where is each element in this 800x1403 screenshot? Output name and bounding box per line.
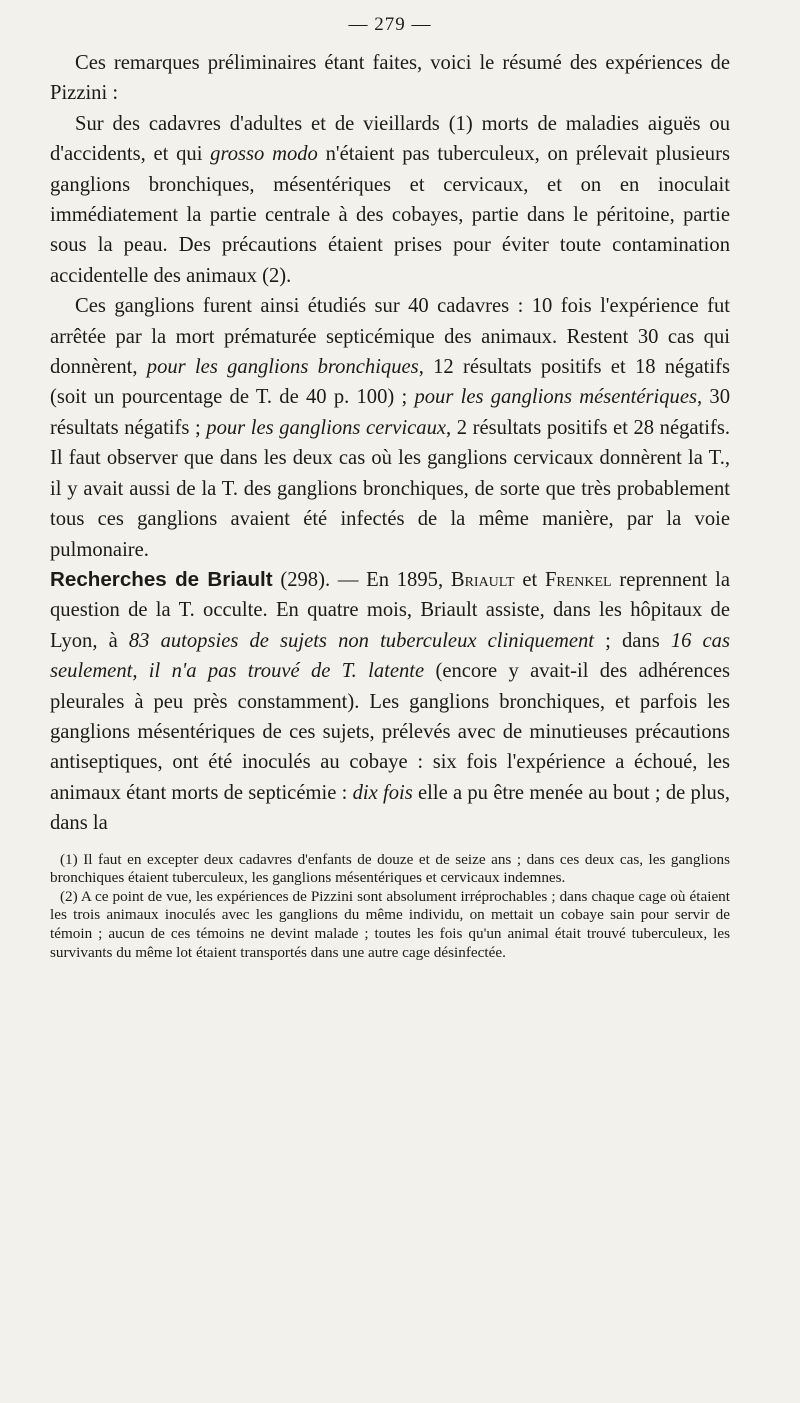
paragraph-briault [50,565,730,839]
author-name: Frenkel [544,568,612,591]
text-run: reprennent la question de la T. occulte. En quatre mois, Briault assiste, dans les hôpitaux de Lyon, à [50,568,730,652]
author-name: Briault [450,568,515,591]
footnotes [50,851,730,963]
paragraph-intro: Ces remarques préliminaires étant faites, voici le résumé des expériences de Pizzini : [50,52,730,105]
text-run: , 12 résultats positifs et 18 négatifs (soit un pourcentage de T. de 40 p. 100) ; [50,356,730,409]
text-run: (298). — En 1895, [272,568,451,591]
text-run: (encore y avait-il des adhérences pleurales à peu près constamment). Les ganglions bronchiques, et parfois les ganglions mésentériques de ces sujets, prélevés avec de minutieuses précautions antiseptiques, ont été inoculés au cobaye : six fois l'expérience a échoué, les animaux étant morts de septicémie : [50,660,730,804]
text-run: et [514,568,545,591]
paragraph-results [50,291,730,565]
text-run: Sur des cadavres d'adultes et de vieillards (1) morts de maladies aiguës ou d'accidents, et qui [50,112,730,166]
footnote-2: (2) A ce point de vue, les expériences de Pizzini sont absolument irréprochables ; dans chaque cage où étaient les trois animaux inoculés avec les ganglions du même individu, on mettait un cobaye sain pour servir de témoin ; aucun de ces témoins ne devint malade ; toutes les fois qu'un animal était trouvé tuberculeux, les survivants du même lot étaient transportés dans une autre cage désinfectée. [50,887,730,961]
section-title: Recherches de Briault [50,567,273,591]
italic-run: pour les ganglions cervicaux [206,416,447,439]
italic-run: grosso modo [210,143,318,166]
italic-run: 83 autopsies de sujets non tuberculeux cliniquement [128,629,594,652]
italic-run: 16 cas seulement, il n'a pas trouvé de T. latente [50,629,730,683]
body-text [50,48,730,839]
text-run: n'étaient pas tuberculeux, on prélevait plusieurs ganglions bronchiques, mésentériques et cervicaux, et on en inoculait immédiatement la partie centrale à des cobayes, partie dans le péritoine, partie sous la peau. Des précautions étaient prises pour éviter toute contamination accidentelle des animaux (2). [50,143,730,287]
footnote-1: (1) Il faut en excepter deux cadavres d'enfants de douze et de seize ans ; dans ces deux cas, les ganglions bronchiques étaient tuberculeux, les ganglions mésentériques et cervicaux indemnes. [50,850,730,887]
italic-run: dix fois [352,781,413,804]
text-run: , 2 résultats positifs et 28 négatifs. Il faut observer que dans les deux cas où les ganglions cervicaux donnèrent la T., il y avait aussi de la T. des ganglions bronchiques, de sorte que très probablement tous ces ganglions avaient été infectés de la même manière, par la voie pulmonaire. [50,416,730,561]
italic-run: pour les ganglions mésentériques [414,386,698,409]
paragraph-experiments [50,109,730,291]
italic-run: pour les ganglions bronchiques [146,356,419,379]
text-run: , 30 résultats négatifs ; [50,386,730,439]
page-number: — 279 — [348,14,432,35]
text-run: Ces ganglions furent ainsi étudiés sur 40 cadavres : 10 fois l'expérience fut arrêtée par la mort prématurée septicémique des animaux. Restent 30 cas qui donnèrent, [50,295,730,379]
text-run: ; dans [594,629,671,652]
text-run: elle a pu être menée au bout ; de plus, dans la [50,781,731,835]
